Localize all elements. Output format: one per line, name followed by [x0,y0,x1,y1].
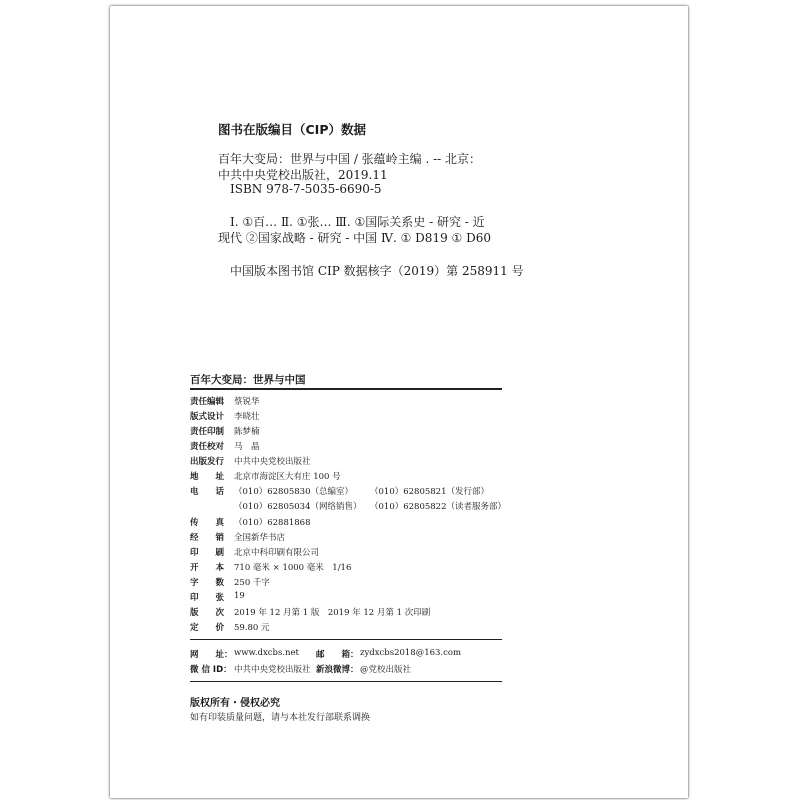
cip-isbn: ISBN 978-7-5035-6690-5 [230,182,382,196]
value-price: 59.80 元 [234,623,270,633]
value-word-count: 250 千字 [234,578,270,588]
label-publisher: 出版发行 [190,457,225,467]
value-printing-manager: 陈梦楠 [234,427,260,437]
label-format: 开 本 [190,563,225,573]
value-printer: 北京中科印刷有限公司 [234,548,320,558]
label-editor: 责任编辑 [190,397,225,407]
copyright-note: 如有印装质量问题，请与本社发行部联系调换 [190,713,371,723]
value-distribution: 全国新华书店 [234,533,286,543]
value-weibo: @党校出版社 [360,665,412,675]
cip-line-1: 百年大变局：世界与中国 / 张蕴岭主编 . -- 北京： [218,152,482,166]
cip-title: 图书在版编目（CIP）数据 [218,122,366,137]
label-weibo: 新浪微博： [316,665,359,675]
label-layout: 版式设计 [190,412,225,422]
cip-line-4: Ⅰ. ①百… Ⅱ. ①张… Ⅲ. ①国际关系史 - 研究 - 近 [230,215,485,229]
label-price: 定 价 [190,623,225,633]
label-sheets: 印 张 [190,593,225,603]
value-phone-1: （010）62805830（总编室） [234,487,353,497]
value-website: www.dxcbs.net [234,648,299,658]
label-fax: 传 真 [190,518,225,528]
colophon-book-title: 百年大变局：世界与中国 [190,374,306,386]
cip-line-5: 现代 ②国家战略 - 研究 - 中国 Ⅳ. ① D819 ① D60 [218,231,491,245]
label-address: 地 址 [190,472,225,482]
value-publisher: 中共中央党校出版社 [234,457,311,467]
value-fax: （010）62881868 [234,518,311,528]
copyright-heading: 版权所有・侵权必究 [190,698,280,709]
value-sheets: 19 [234,591,245,601]
label-phone: 电 话 [190,487,225,497]
label-wechat: 微 信 ID： [190,665,232,675]
label-printing-manager: 责任印制 [190,427,225,437]
colophon-mid-rule [190,639,502,640]
value-proofreader: 马 晶 [234,442,260,452]
label-edition: 版 次 [190,608,225,618]
value-layout: 李晓壮 [234,412,260,422]
value-email: zydxcbs2018@163.com [360,648,462,658]
value-address: 北京市海淀区大有庄 100 号 [234,472,341,482]
value-edition: 2019 年 12 月第 1 版 2019 年 12 月第 1 次印刷 [234,608,431,618]
label-website: 网 址： [190,650,233,660]
label-proofreader: 责任校对 [190,442,225,452]
value-phone-3: （010）62805034（网络销售） [234,502,362,512]
value-wechat: 中共中央党校出版社 [234,665,311,675]
colophon-top-rule [190,388,502,390]
label-word-count: 字 数 [190,578,225,588]
value-editor: 蔡锐华 [234,397,260,407]
label-email: 邮 箱： [316,650,359,660]
value-format: 710 毫米 × 1000 毫米 1/16 [234,563,352,573]
label-printer: 印 刷 [190,548,225,558]
colophon-bottom-rule [190,681,502,682]
label-distribution: 经 销 [190,533,225,543]
value-phone-4: （010）62805822（读者服务部） [370,502,506,512]
cip-approval-number: 中国版本图书馆 CIP 数据核字（2019）第 258911 号 [230,264,524,278]
value-phone-2: （010）62805821（发行部） [370,487,489,497]
cip-line-2: 中共中央党校出版社，2019.11 [218,168,388,182]
